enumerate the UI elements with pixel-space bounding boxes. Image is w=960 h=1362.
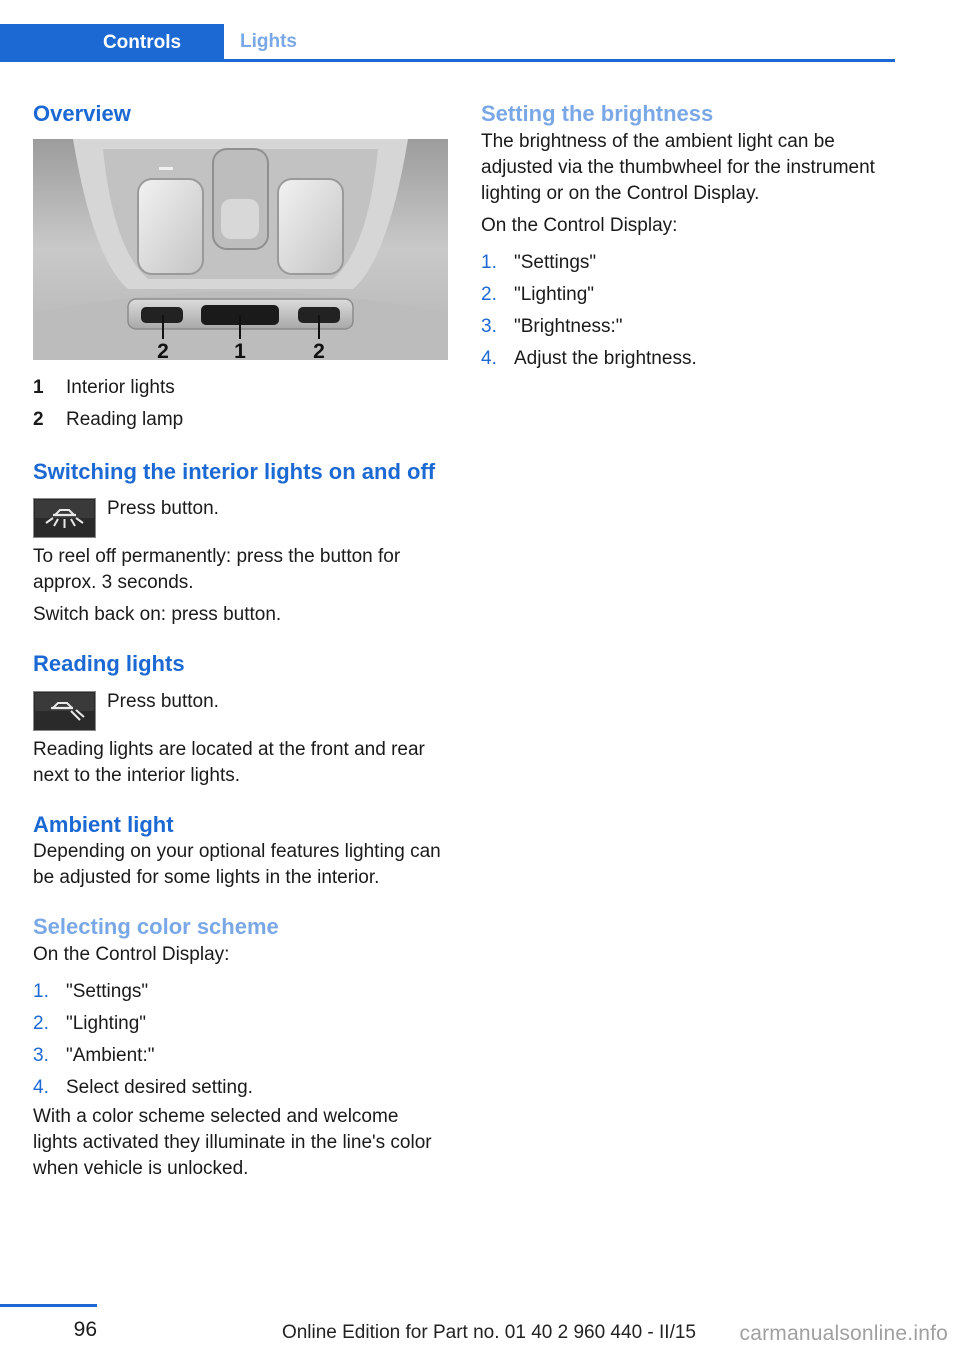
callout-2-left: 2 xyxy=(157,339,169,360)
legend-number: 1 xyxy=(33,376,44,398)
color-scheme-steps xyxy=(33,976,447,1104)
edition-text: Online Edition for Part no. 01 40 2 960 440 - II/15 xyxy=(281,1322,696,1343)
step-text: Select desired setting. xyxy=(66,1076,253,1098)
overhead-console-photo xyxy=(33,139,448,360)
reading-light-button-row xyxy=(33,689,447,731)
list-item xyxy=(481,279,893,311)
step-text: "Lighting" xyxy=(66,1012,147,1034)
step-number: 4. xyxy=(481,347,497,369)
list-item xyxy=(481,311,893,343)
list-item xyxy=(481,247,893,279)
step-text: "Settings" xyxy=(66,980,149,1002)
legend-item xyxy=(33,372,447,404)
step-text: "Ambient:" xyxy=(66,1044,155,1066)
interior-lights-heading: Switching the interior lights on and off xyxy=(33,458,436,484)
ambient-light-heading: Ambient light xyxy=(33,811,174,837)
interior-light-button-icon xyxy=(33,498,96,538)
header-rule xyxy=(0,59,895,62)
reading-paragraph-1: Reading lights are located at the front and rear next to the interior lights. xyxy=(33,738,425,786)
watermark: carmanualsonline.info xyxy=(739,1322,948,1345)
chapter-tabs xyxy=(0,24,895,62)
brightness-heading: Setting the brightness xyxy=(481,101,714,126)
interior-paragraph-2: Switch back on: press button. xyxy=(33,604,282,626)
interior-press-button-text: Press button. xyxy=(107,498,219,520)
step-number: 3. xyxy=(481,315,497,337)
interior-light-button-row xyxy=(33,496,447,538)
reading-press-button-text: Press button. xyxy=(107,690,219,712)
step-text: "Settings" xyxy=(514,251,597,273)
color-scheme-intro: On the Control Display: xyxy=(33,943,230,965)
reading-lights-heading: Reading lights xyxy=(33,651,185,677)
tab-lights[interactable]: Lights xyxy=(240,30,297,52)
callout-1: 1 xyxy=(234,339,246,360)
brightness-steps xyxy=(481,247,893,375)
legend-text: Reading lamp xyxy=(66,408,184,430)
step-text: Adjust the brightness. xyxy=(514,347,697,369)
step-number: 1. xyxy=(33,980,49,1002)
step-text: "Lighting" xyxy=(514,283,595,305)
list-item xyxy=(33,1040,447,1072)
legend-item xyxy=(33,404,447,436)
interior-paragraph-1: To reel off permanently: press the button for approx. 3 seconds. xyxy=(33,546,401,594)
list-item xyxy=(33,1008,447,1040)
color-scheme-heading: Selecting color scheme xyxy=(33,914,279,940)
photo-legend xyxy=(33,372,447,436)
left-column xyxy=(33,100,447,1182)
overview-heading: Overview xyxy=(33,101,131,126)
reading-light-button-icon xyxy=(33,691,96,731)
page-number: 96 xyxy=(73,1318,97,1341)
legend-number: 2 xyxy=(33,408,44,430)
tab-controls[interactable]: Controls xyxy=(0,24,224,62)
step-number: 1. xyxy=(481,251,497,273)
list-item xyxy=(33,1072,447,1104)
brightness-paragraph-1: The brightness of the ambient light can be adjusted via the thumbwheel for the instrument lighting or on the Control Display. xyxy=(481,130,875,204)
legend-text: Interior lights xyxy=(66,376,175,398)
step-number: 3. xyxy=(33,1044,49,1066)
footer-rule xyxy=(0,1304,97,1307)
callout-2-right: 2 xyxy=(313,339,325,360)
step-text: "Brightness:" xyxy=(514,315,623,337)
step-number: 2. xyxy=(33,1012,49,1034)
ambient-paragraph-1: Depending on your optional features lighting can be adjusted for some lights in the interior. xyxy=(33,841,441,889)
step-number: 2. xyxy=(481,283,497,305)
step-number: 4. xyxy=(33,1076,49,1098)
color-scheme-paragraph-1: With a color scheme selected and welcome lights activated they illuminate in the line's color when vehicle is unlocked. xyxy=(33,1105,432,1179)
right-column xyxy=(481,100,893,375)
list-item xyxy=(481,343,893,375)
brightness-intro: On the Control Display: xyxy=(481,214,678,236)
list-item xyxy=(33,976,447,1008)
